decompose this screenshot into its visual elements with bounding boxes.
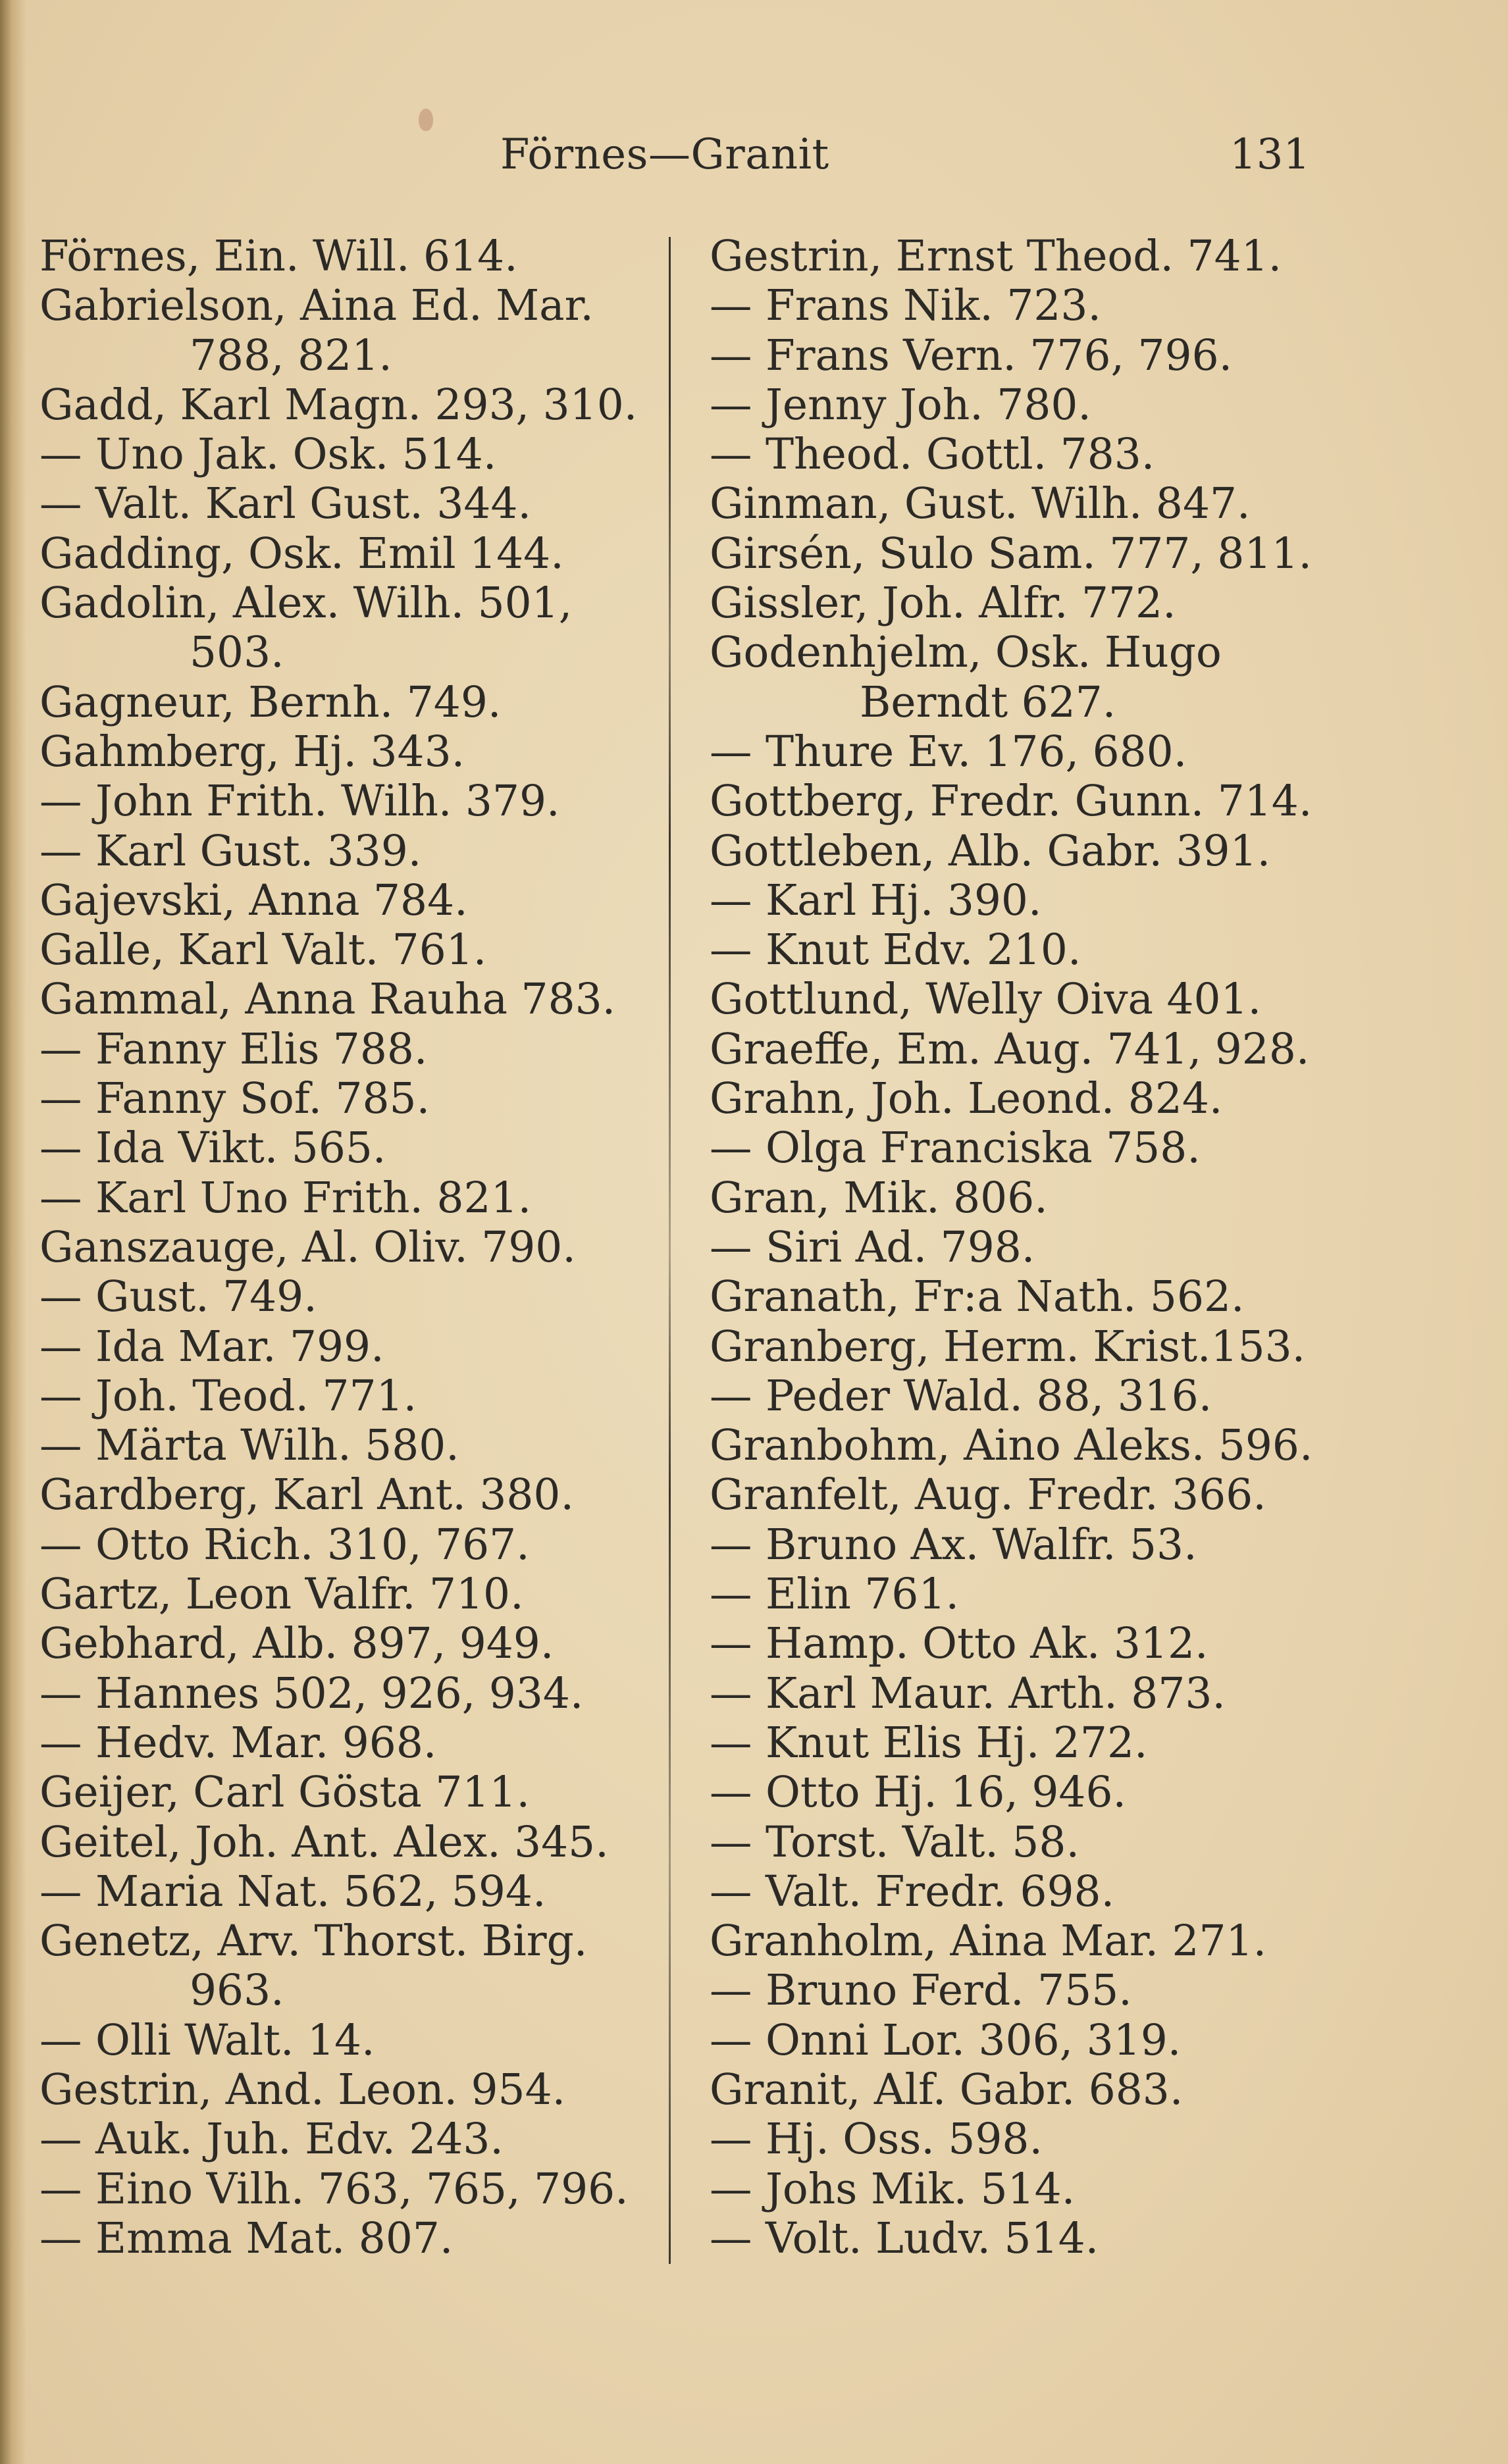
index-entry: Ginman, Gust. Wilh. 847. — [710, 479, 1251, 529]
index-entry: — Knut Elis Hj. 272. — [710, 1718, 1148, 1768]
index-entry: Gadolin, Alex. Wilh. 501, — [39, 578, 573, 629]
index-entry: Gadd, Karl Magn. 293, 310. — [39, 380, 638, 430]
index-entry: Granbohm, Aino Aleks. 596. — [710, 1421, 1313, 1471]
index-entry: — Fanny Elis 788. — [39, 1024, 428, 1074]
index-entry: Gahmberg, Hj. 343. — [39, 727, 465, 777]
index-entry: Granath, Fr:a Nath. 562. — [710, 1272, 1245, 1322]
index-entry: — Bruno Ferd. 755. — [710, 1966, 1132, 2016]
index-entry: Gebhard, Alb. 897, 949. — [39, 1619, 554, 1669]
index-entry: — Otto Rich. 310, 767. — [39, 1520, 530, 1570]
index-entry: — Auk. Juh. Edv. 243. — [39, 2115, 504, 2165]
index-entry: Geijer, Carl Gösta 711. — [39, 1768, 530, 1818]
index-entry: — Torst. Valt. 58. — [710, 1817, 1079, 1867]
index-entry: — Onni Lor. 306, 319. — [710, 2015, 1182, 2065]
index-entry: — Thure Ev. 176, 680. — [710, 727, 1187, 777]
index-entry: Gagneur, Bernh. 749. — [39, 677, 502, 727]
index-entry: Gartz, Leon Valfr. 710. — [39, 1570, 524, 1620]
index-entry: — Johs Mik. 514. — [710, 2164, 1076, 2214]
index-entry: — Volt. Ludv. 514. — [710, 2213, 1099, 2263]
index-entry: — Hj. Oss. 598. — [710, 2115, 1043, 2165]
index-entry: — Märta Wilh. 580. — [39, 1421, 459, 1471]
index-entry: — Karl Gust. 339. — [39, 826, 422, 876]
index-entry: Granfelt, Aug. Fredr. 366. — [710, 1470, 1266, 1520]
page-number: 131 — [1230, 130, 1311, 179]
index-entry: — Ida Vikt. 565. — [39, 1123, 386, 1173]
index-entry: Gottlund, Welly Oiva 401. — [710, 975, 1262, 1025]
right-column — [710, 232, 1368, 2263]
index-entry: — Hamp. Otto Ak. 312. — [710, 1619, 1209, 1669]
index-entry-continuation: 503. — [190, 628, 284, 678]
index-entry: Förnes, Ein. Will. 614. — [39, 232, 518, 281]
index-entry: — Valt. Fredr. 698. — [710, 1866, 1115, 1916]
index-entry: Gadding, Osk. Emil 144. — [39, 528, 564, 578]
index-entry: — Joh. Teod. 771. — [39, 1371, 417, 1421]
index-entry: Gestrin, And. Leon. 954. — [39, 2065, 566, 2115]
index-entry: — Eino Vilh. 763, 765, 796. — [39, 2164, 629, 2214]
index-entry: Granit, Alf. Gabr. 683. — [710, 2065, 1183, 2115]
index-entry-continuation: 788, 821. — [190, 330, 392, 380]
index-entry: — Karl Uno Frith. 821. — [39, 1173, 532, 1223]
index-entry: — Bruno Ax. Walfr. 53. — [710, 1520, 1197, 1570]
index-entry: — Knut Edv. 210. — [710, 925, 1081, 975]
index-entry: — Frans Vern. 776, 796. — [710, 330, 1233, 380]
index-entry: — John Frith. Wilh. 379. — [39, 777, 560, 827]
index-entry: — Elin 761. — [710, 1570, 960, 1620]
index-entry: Granholm, Aina Mar. 271. — [710, 1916, 1267, 1966]
index-entry: Girsén, Sulo Sam. 777, 811. — [710, 528, 1313, 578]
index-entry: Galle, Karl Valt. 761. — [39, 925, 487, 975]
index-entry: Graeffe, Em. Aug. 741, 928. — [710, 1024, 1310, 1074]
index-entry: — Maria Nat. 562, 594. — [39, 1866, 546, 1916]
index-entry: — Siri Ad. 798. — [710, 1222, 1035, 1272]
index-entry: Gabrielson, Aina Ed. Mar. — [39, 281, 594, 331]
left-column — [39, 232, 652, 2263]
index-entry: Granberg, Herm. Krist.153. — [710, 1322, 1306, 1372]
index-entry: — Frans Nik. 723. — [710, 281, 1101, 331]
page-edge-shadow — [0, 0, 26, 2464]
column-divider — [669, 237, 671, 2264]
index-entry: Godenhjelm, Osk. Hugo — [710, 628, 1222, 678]
index-entry: — Otto Hj. 16, 946. — [710, 1768, 1127, 1818]
ink-blot — [419, 109, 433, 131]
running-header: Förnes—Granit — [500, 130, 829, 179]
index-entry: Gissler, Joh. Alfr. 772. — [710, 578, 1176, 629]
index-entry: — Olga Franciska 758. — [710, 1123, 1201, 1173]
index-entry: — Uno Jak. Osk. 514. — [39, 430, 497, 480]
index-entry: Gran, Mik. 806. — [710, 1173, 1048, 1223]
index-entry: Geitel, Joh. Ant. Alex. 345. — [39, 1817, 609, 1867]
index-entry: Gottberg, Fredr. Gunn. 714. — [710, 777, 1313, 827]
index-entry: Gammal, Anna Rauha 783. — [39, 975, 616, 1025]
index-entry: — Olli Walt. 14. — [39, 2015, 375, 2065]
index-entry-continuation: Berndt 627. — [860, 677, 1116, 727]
index-entry: Gardberg, Karl Ant. 380. — [39, 1470, 574, 1520]
index-entry-continuation: 963. — [190, 1966, 284, 2016]
index-entry: — Gust. 749. — [39, 1272, 317, 1322]
index-entry: — Ida Mar. 799. — [39, 1322, 384, 1372]
index-entry: — Fanny Sof. 785. — [39, 1074, 430, 1124]
index-entry: Gottleben, Alb. Gabr. 391. — [710, 826, 1271, 876]
index-entry: Gestrin, Ernst Theod. 741. — [710, 232, 1282, 281]
index-entry: — Valt. Karl Gust. 344. — [39, 479, 531, 529]
index-entry: Gajevski, Anna 784. — [39, 875, 468, 925]
index-entry: — Theod. Gottl. 783. — [710, 430, 1155, 480]
index-entry: Ganszauge, Al. Oliv. 790. — [39, 1222, 576, 1272]
index-entry: — Karl Maur. Arth. 873. — [710, 1668, 1226, 1718]
index-entry: — Emma Mat. 807. — [39, 2213, 454, 2263]
index-entry: — Hannes 502, 926, 934. — [39, 1668, 584, 1718]
index-entry: — Jenny Joh. 780. — [710, 380, 1091, 430]
index-entry: Grahn, Joh. Leond. 824. — [710, 1074, 1223, 1124]
index-entry: — Hedv. Mar. 968. — [39, 1718, 437, 1768]
index-entry: — Karl Hj. 390. — [710, 875, 1042, 925]
index-entry: Genetz, Arv. Thorst. Birg. — [39, 1916, 588, 1966]
index-entry: — Peder Wald. 88, 316. — [710, 1371, 1212, 1421]
